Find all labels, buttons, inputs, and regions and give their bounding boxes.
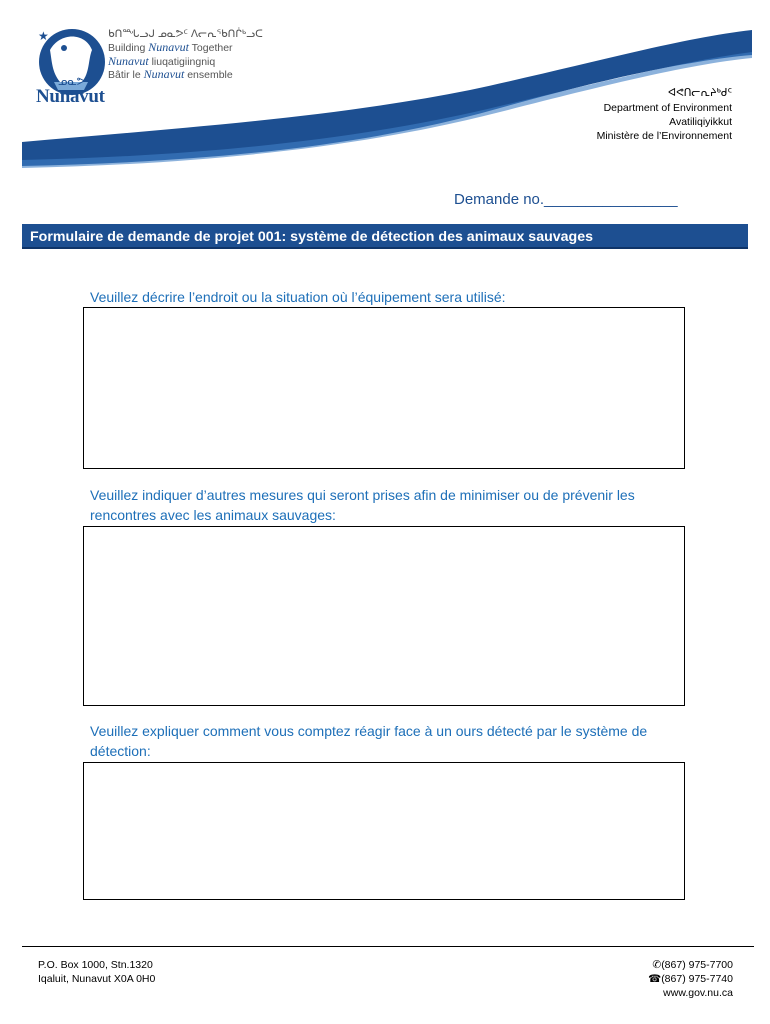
form-title: Formulaire de demande de projet 001: système de détection des animaux sauvages bbox=[22, 224, 748, 249]
footer-address-line2: Iqaluit, Nunavut X0A 0H0 bbox=[38, 973, 156, 985]
tagline-french: Bâtir le Nunavut ensemble bbox=[108, 67, 233, 81]
phone-icon: ✆ bbox=[652, 959, 662, 971]
fax-icon: ☎ bbox=[648, 973, 662, 985]
svg-text:★: ★ bbox=[38, 29, 49, 43]
tagline-inuinnaqtun: Nunavut liuqatigiingniq bbox=[108, 54, 216, 68]
tagline-syllabics: ᑲᑎᙵᓗᒍ ᓄᓇᕗᑦ ᐱᓕᕆᖃᑎᒌᒃᓗᑕ bbox=[108, 28, 263, 40]
department-english: Department of Environment bbox=[603, 102, 732, 114]
department-french: Ministère de l’Environnement bbox=[596, 130, 732, 142]
footer-phone: ✆(867) 975-7700 bbox=[652, 959, 733, 971]
tagline-english: Building Nunavut Together bbox=[108, 40, 233, 54]
logo-syllabics: ᓄᓇᕗᑦ bbox=[58, 76, 90, 88]
department-inuinnaqtun: Avatiliqiyikkut bbox=[669, 116, 732, 128]
question-3-answer-box[interactable] bbox=[83, 762, 685, 900]
logo-wordmark: Nunavut bbox=[36, 86, 105, 107]
question-1-answer-box[interactable] bbox=[83, 307, 685, 469]
footer-address-line1: P.O. Box 1000, Stn.1320 bbox=[38, 959, 153, 971]
question-3-label: Veuillez expliquer comment vous comptez réagir face à un ours détecté par le système de détection: bbox=[90, 723, 648, 759]
footer-website-link[interactable]: www.gov.nu.ca bbox=[663, 987, 733, 999]
question-2-answer-box[interactable] bbox=[83, 526, 685, 706]
demande-number-field[interactable]: Demande no.________________ bbox=[454, 191, 678, 208]
footer-divider bbox=[22, 946, 754, 947]
question-2-label: Veuillez indiquer d’autres mesures qui seront prises afin de minimiser ou de prévenir les rencontres avec les animaux sauvages: bbox=[90, 487, 635, 523]
question-1-label: Veuillez décrire l’endroit ou la situation où l’équipement sera utilisé: bbox=[90, 289, 506, 305]
department-syllabics: ᐊᕙᑎᓕᕆᔨᒃᑯᑦ bbox=[668, 87, 732, 99]
footer-fax: ☎(867) 975-7740 bbox=[648, 973, 733, 985]
